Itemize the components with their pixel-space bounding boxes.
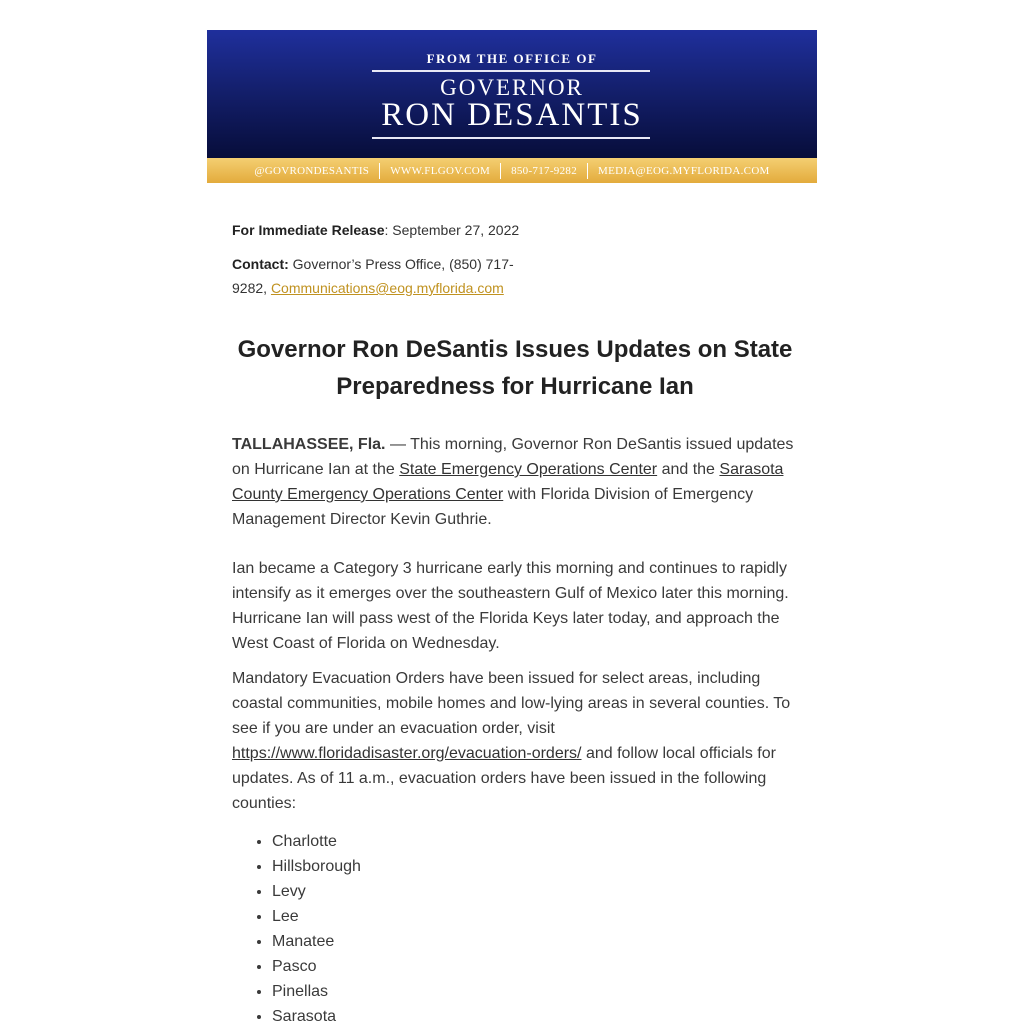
banner-pre-title: FROM THE OFFICE OF [426, 51, 598, 66]
evacuation-text-b: and follow local officials for updates. As of 11 a.m., evacuation orders have been issued in the following counties: [232, 745, 776, 812]
intro-text-c: with Florida Division of Emergency Management Director Kevin Guthrie. [232, 486, 754, 528]
list-item: • Levy [272, 879, 798, 904]
banner-separator [587, 163, 588, 179]
list-item: • Pinellas [272, 979, 798, 1004]
sarasota-eoc-link[interactable]: Sarasota County Emergency Operations Center [232, 461, 784, 503]
contact-line [232, 252, 532, 300]
intro-paragraph [232, 432, 798, 532]
header-banner [207, 30, 817, 183]
banner-title-line2: RON DESANTIS [381, 97, 643, 133]
contact-email-link[interactable]: Communications@eog.myflorida.com [270, 280, 504, 296]
contact-label: Contact: [232, 256, 289, 272]
banner-contact-website: WWW.FLGOV.COM [390, 164, 491, 177]
release-label: For Immediate Release [232, 222, 385, 238]
intro-text-b: and the [657, 461, 720, 478]
banner-divider-bottom [372, 137, 650, 139]
list-item: • Lee [272, 904, 798, 929]
dateline: TALLAHASSEE, Fla. [232, 436, 386, 453]
banner-contact-twitter: @GOVRONDESANTIS [254, 164, 370, 177]
press-release-body [232, 218, 798, 1029]
banner-contact-strip [207, 158, 817, 183]
list-item: • Hillsborough [272, 854, 798, 879]
release-date: September 27, 2022 [392, 222, 520, 238]
intro-text-a: — This morning, Governor Ron DeSantis issued updates on Hurricane Ian at the [232, 436, 794, 478]
list-item: • Manatee [272, 929, 798, 954]
storm-paragraph: Ian became a Category 3 hurricane early this morning and continues to rapidly intensify as it emerges over the southeastern Gulf of Mexico later this morning. Hurricane Ian will pass west of the Florida Keys later today, and approach the West Coast of Florida on Wednesday. [232, 560, 789, 652]
contact-text: Governor’s Press Office, (850) 717-9282, [232, 256, 514, 296]
list-item: • Charlotte [272, 829, 798, 854]
release-separator: : [384, 222, 393, 238]
banner-title-area [207, 30, 817, 158]
page-title: Governor Ron DeSantis Issues Updates on State Preparedness for Hurricane Ian [237, 336, 793, 400]
banner-separator [500, 163, 501, 179]
banner-contact-phone: 850-717-9282 [511, 164, 577, 177]
evacuation-text-a: Mandatory Evacuation Orders have been issued for select areas, including coastal communities, mobile homes and low-lying areas in several counties. To see if you are under an evacuation order, visit [232, 670, 791, 737]
banner-contact-email: MEDIA@EOG.MYFLORIDA.COM [598, 164, 770, 177]
evacuation-paragraph [232, 666, 798, 816]
banner-title-line1: GOVERNOR [440, 75, 584, 100]
release-line [232, 218, 798, 242]
banner-separator [379, 163, 380, 179]
state-eoc-link[interactable]: State Emergency Operations Center [399, 461, 658, 478]
evacuation-orders-link[interactable]: https://www.floridadisaster.org/evacuation-orders/ [232, 745, 582, 762]
list-item: • Pasco [272, 954, 798, 979]
county-list [232, 829, 798, 1029]
list-item: • Sarasota [272, 1004, 798, 1029]
banner-divider-top [372, 70, 650, 72]
